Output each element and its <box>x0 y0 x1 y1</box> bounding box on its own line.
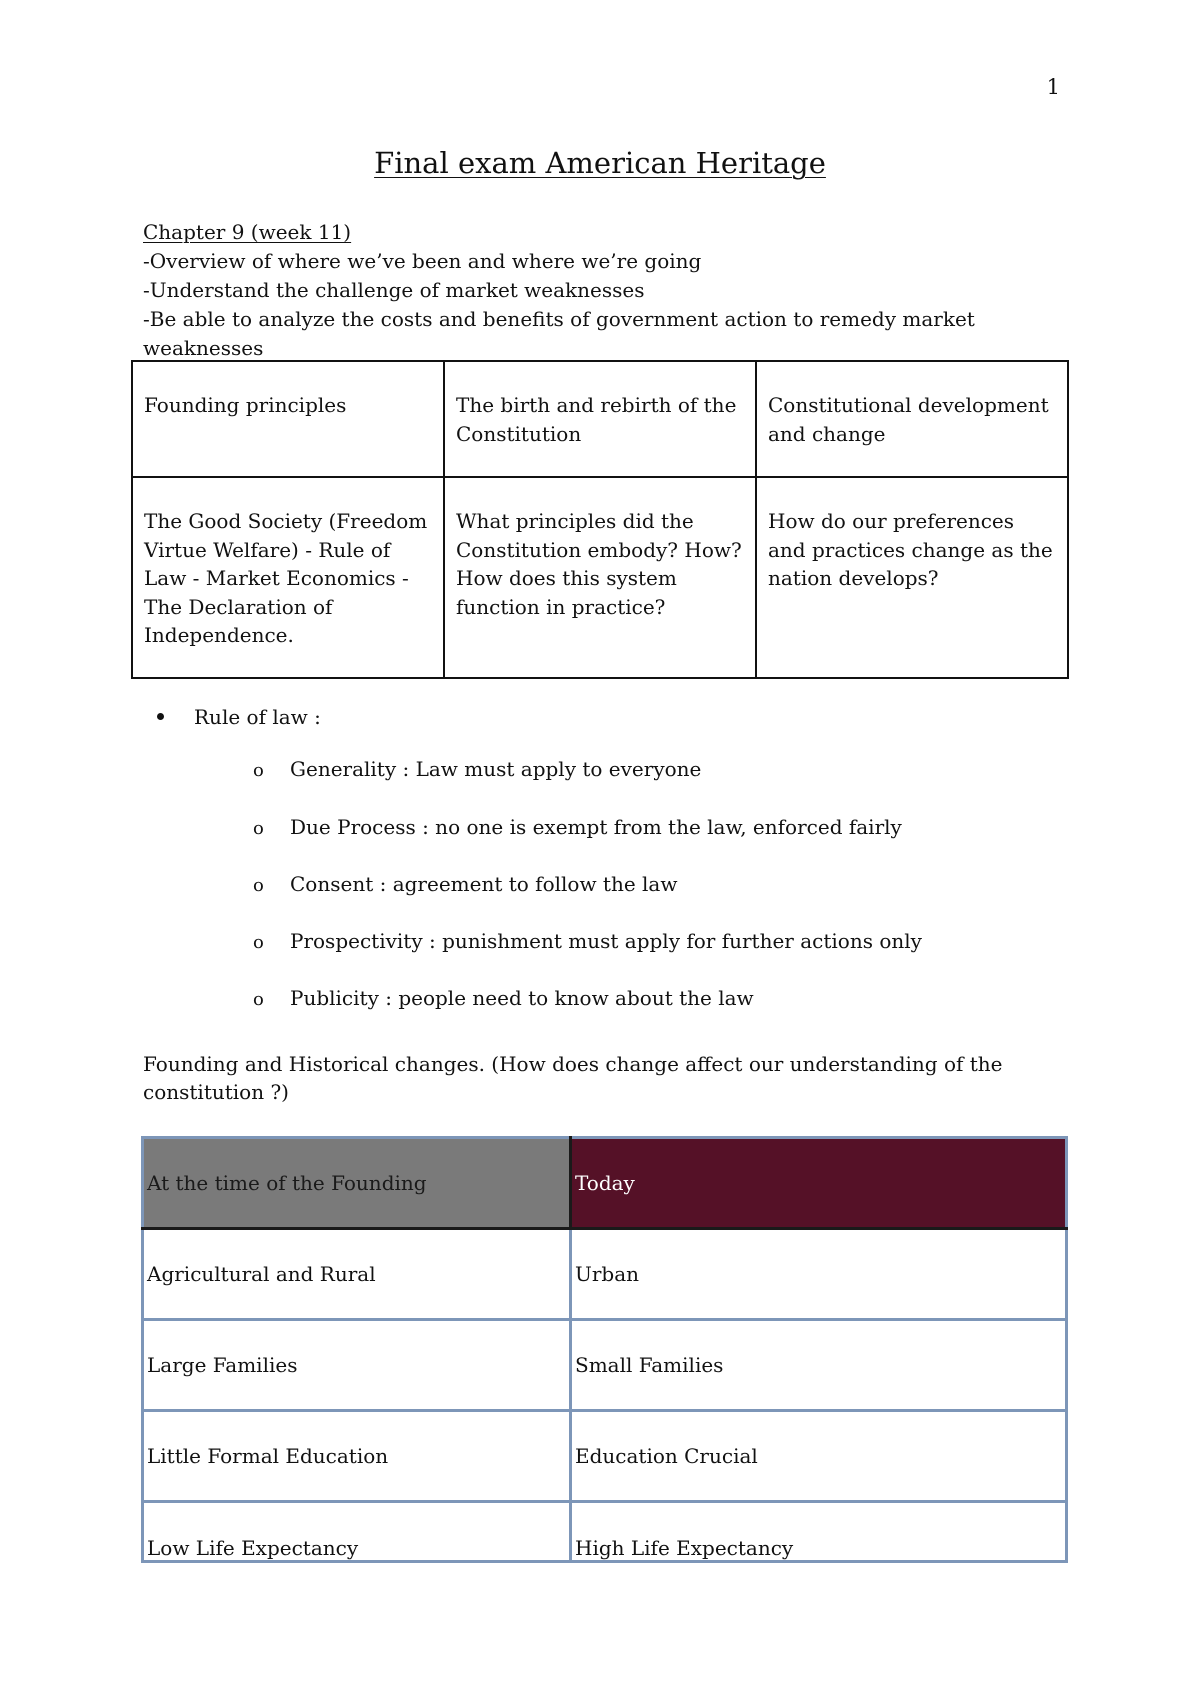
list-item <box>253 757 701 781</box>
rule-of-law-label: Rule of law : <box>194 705 321 729</box>
table-cell: How do our preferences and practices change as the nation develops? <box>756 477 1068 678</box>
table-cell: Small Families <box>571 1320 1067 1411</box>
principles-table <box>131 360 1069 679</box>
table-header-row <box>143 1138 1067 1229</box>
list-item <box>253 929 922 953</box>
table-cell: Agricultural and Rural <box>143 1229 571 1320</box>
rule-of-law-heading <box>157 705 321 729</box>
list-item-text: Publicity : people need to know about the law <box>290 986 754 1010</box>
sub-bullet-icon: o <box>253 989 264 1010</box>
objective-item: -Understand the challenge of market weaknesses <box>143 278 645 302</box>
list-item <box>253 872 677 896</box>
table-cell: Low Life Expectancy <box>143 1502 571 1562</box>
table-cell: High Life Expectancy <box>571 1502 1067 1562</box>
table-cell: What principles did the Constitution embody? How? How does this system function in practice? <box>444 477 756 678</box>
table-row <box>132 477 1068 678</box>
table-cell: The birth and rebirth of the Constitution <box>444 361 756 477</box>
page-number: 1 <box>1046 75 1060 99</box>
table-cell: Large Families <box>143 1320 571 1411</box>
table-cell: The Good Society (Freedom Virtue Welfare) - Rule of Law - Market Economics - The Declaration of Independence. <box>132 477 444 678</box>
table-cell: Urban <box>571 1229 1067 1320</box>
list-item-text: Due Process : no one is exempt from the law, enforced fairly <box>290 815 902 839</box>
list-item-text: Consent : agreement to follow the law <box>290 872 678 896</box>
document-title: Final exam American Heritage <box>374 146 826 180</box>
changes-intro: Founding and Historical changes. (How does change affect our understanding of the constitution ?) <box>143 1052 1003 1104</box>
column-header-founding: At the time of the Founding <box>143 1138 571 1229</box>
chapter-heading: Chapter 9 (week 11) <box>143 220 352 244</box>
sub-bullet-icon: o <box>253 818 264 839</box>
sub-bullet-icon: o <box>253 932 264 953</box>
objectives-list <box>143 247 1063 363</box>
chapter-section <box>143 218 1063 363</box>
table-row <box>143 1411 1067 1502</box>
objective-item: -Overview of where we’ve been and where we’re going <box>143 249 702 273</box>
list-item-text: Generality : Law must apply to everyone <box>290 757 702 781</box>
table-row <box>143 1229 1067 1320</box>
table-row <box>132 361 1068 477</box>
table-cell: Constitutional development and change <box>756 361 1068 477</box>
list-item <box>253 986 754 1010</box>
table-cell: Founding principles <box>132 361 444 477</box>
table-row <box>143 1502 1067 1562</box>
bullet-icon <box>157 713 164 720</box>
list-item-text: Prospectivity : punishment must apply for further actions only <box>290 929 922 953</box>
table-cell: Education Crucial <box>571 1411 1067 1502</box>
changes-table <box>141 1136 1068 1563</box>
list-item <box>253 815 902 839</box>
sub-bullet-icon: o <box>253 875 264 896</box>
table-cell: Little Formal Education <box>143 1411 571 1502</box>
objective-item: -Be able to analyze the costs and benefits of government action to remedy market weaknesses <box>143 307 975 360</box>
table-row <box>143 1320 1067 1411</box>
column-header-today: Today <box>571 1138 1067 1229</box>
sub-bullet-icon: o <box>253 760 264 781</box>
